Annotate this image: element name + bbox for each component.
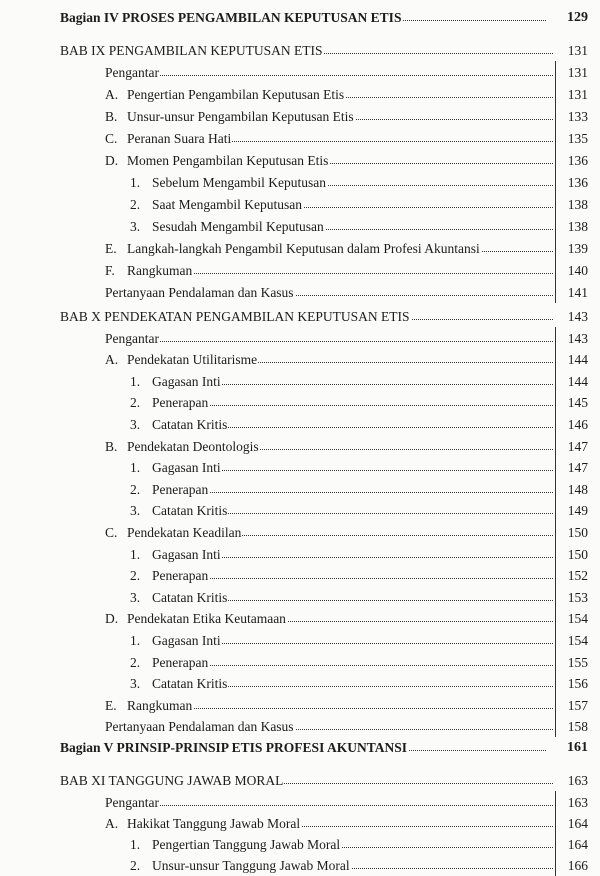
page-number: 161 xyxy=(567,740,588,755)
entry-title xyxy=(105,85,345,105)
entry-title xyxy=(130,856,351,876)
toc-entry xyxy=(0,63,600,83)
chapter-heading xyxy=(0,41,600,61)
page-number: 157 xyxy=(567,697,588,713)
entry-label: BAB IX PENGAMBILAN KEPUTUSAN ETIS xyxy=(60,43,323,58)
page-column-rule xyxy=(555,791,556,876)
entry-label: Langkah-langkah Pengambil Keputusan dalam Profesi Akuntansi xyxy=(127,241,480,256)
page-number: 131 xyxy=(567,65,588,80)
entry-title xyxy=(130,588,228,608)
entry-title xyxy=(130,566,209,586)
entry-title xyxy=(130,674,228,694)
page-number: 145 xyxy=(567,395,588,411)
entry-label: Rangkuman xyxy=(127,263,193,278)
page-number: 152 xyxy=(567,568,588,584)
entry-label: Pengantar xyxy=(105,794,159,810)
page-number: 158 xyxy=(567,719,588,735)
entry-label: BAB XI TANGGUNG JAWAB MORAL xyxy=(60,773,284,788)
toc-entry xyxy=(0,814,600,834)
entry-title xyxy=(130,195,303,215)
toc-entry xyxy=(0,674,600,694)
page-number: 131 xyxy=(567,87,588,102)
entry-title xyxy=(60,738,408,758)
page-number: 135 xyxy=(567,131,588,146)
entry-marker: 1. xyxy=(130,373,141,389)
entry-label: Catatan Kritis xyxy=(152,503,228,519)
entry-label: Gagasan Inti xyxy=(152,632,221,648)
entry-label: Bagian V PRINSIP-PRINSIP ETIS PROFESI AKUNTANSI xyxy=(60,740,407,755)
entry-marker: B. xyxy=(105,438,118,454)
part-heading xyxy=(0,8,600,28)
page-number: 133 xyxy=(567,109,588,124)
leader-dots xyxy=(109,74,553,76)
entry-title xyxy=(105,283,295,303)
toc-entry xyxy=(0,523,600,543)
toc-entry xyxy=(0,631,600,651)
entry-marker: E. xyxy=(105,241,117,256)
toc-entry xyxy=(0,856,600,876)
page-number: 150 xyxy=(567,524,588,540)
entry-label: Pertanyaan Pendalaman dan Kasus xyxy=(105,719,294,735)
toc-entry xyxy=(0,588,600,608)
page-number: 153 xyxy=(567,589,588,605)
page-number: 136 xyxy=(567,153,588,168)
page-number: 139 xyxy=(567,241,588,256)
toc-entry xyxy=(0,437,600,457)
entry-marker: D. xyxy=(105,611,119,627)
page-number: 154 xyxy=(567,632,588,648)
entry-title xyxy=(105,793,160,813)
entry-title xyxy=(60,307,411,327)
page-number: 129 xyxy=(567,10,588,25)
page-number: 164 xyxy=(567,815,588,831)
toc-entry xyxy=(0,283,600,303)
page-number: 143 xyxy=(567,309,588,324)
entry-marker: 2. xyxy=(130,654,141,670)
toc-entry xyxy=(0,480,600,500)
toc-entry xyxy=(0,566,600,586)
entry-label: Catatan Kritis xyxy=(152,589,228,605)
page-number: 143 xyxy=(567,330,588,346)
page-number: 148 xyxy=(567,481,588,497)
entry-title xyxy=(130,501,228,521)
entry-label: Penerapan xyxy=(152,654,209,670)
page-number: 164 xyxy=(567,837,588,853)
toc-entry xyxy=(0,173,600,193)
entry-label: Sesudah Mengambil Keputusan xyxy=(152,219,324,234)
toc-entry xyxy=(0,696,600,716)
entry-title xyxy=(130,480,209,500)
toc-entry xyxy=(0,372,600,392)
entry-marker: E. xyxy=(105,697,117,713)
entry-title xyxy=(130,173,327,193)
entry-label: Gagasan Inti xyxy=(152,460,221,476)
page-number: 146 xyxy=(567,416,588,432)
page-column-rule xyxy=(555,61,556,303)
entry-marker: A. xyxy=(105,87,119,102)
page-number: 149 xyxy=(567,503,588,519)
entry-marker: 1. xyxy=(130,632,141,648)
entry-title xyxy=(130,393,209,413)
entry-marker: 1. xyxy=(130,460,141,476)
page-number: 147 xyxy=(567,438,588,454)
entry-marker: 2. xyxy=(130,197,141,212)
entry-label: Pendekatan Deontologis xyxy=(127,438,259,454)
toc-entry xyxy=(0,415,600,435)
entry-marker: 1. xyxy=(130,175,141,190)
toc-entry xyxy=(0,217,600,237)
entry-label: Pertanyaan Pendalaman dan Kasus xyxy=(105,285,294,300)
entry-label: Momen Pengambilan Keputusan Etis xyxy=(127,153,329,168)
entry-title xyxy=(130,631,222,651)
entry-label: Sebelum Mengambil Keputusan xyxy=(152,175,326,190)
entry-label: Gagasan Inti xyxy=(152,546,221,562)
entry-marker: A. xyxy=(105,815,119,831)
entry-title xyxy=(130,835,341,855)
entry-title xyxy=(130,415,228,435)
entry-title xyxy=(105,329,160,349)
entry-title xyxy=(105,63,160,83)
part-heading xyxy=(0,738,600,758)
entry-title xyxy=(105,151,329,171)
entry-title xyxy=(130,217,325,237)
page-column-rule xyxy=(555,327,556,737)
entry-marker: 2. xyxy=(130,858,141,874)
entry-title xyxy=(105,107,355,127)
entry-title xyxy=(105,523,242,543)
toc-entry xyxy=(0,717,600,737)
entry-label: Catatan Kritis xyxy=(152,676,228,692)
page-number: 144 xyxy=(567,352,588,368)
entry-label: Bagian IV PROSES PENGAMBILAN KEPUTUSAN ETIS xyxy=(60,10,402,25)
entry-marker: 1. xyxy=(130,837,141,853)
entry-marker: 3. xyxy=(130,416,141,432)
entry-marker: C. xyxy=(105,524,118,540)
entry-label: BAB X PENDEKATAN PENGAMBILAN KEPUTUSAN ETIS xyxy=(60,309,410,324)
leader-dots xyxy=(109,804,553,806)
entry-label: Rangkuman xyxy=(127,697,193,713)
page-number: 155 xyxy=(567,654,588,670)
entry-title xyxy=(130,372,222,392)
entry-title xyxy=(130,458,222,478)
entry-title xyxy=(105,609,287,629)
entry-title xyxy=(130,653,209,673)
entry-marker: 2. xyxy=(130,481,141,497)
page-number: 144 xyxy=(567,373,588,389)
page-number: 163 xyxy=(567,794,588,810)
page-number: 138 xyxy=(567,197,588,212)
toc-entry xyxy=(0,261,600,281)
entry-title xyxy=(105,350,258,370)
page-number: 136 xyxy=(567,175,588,190)
entry-title xyxy=(105,814,301,834)
entry-label: Penerapan xyxy=(152,568,209,584)
entry-label: Pengertian Pengambilan Keputusan Etis xyxy=(127,87,345,102)
entry-label: Pendekatan Etika Keutamaan xyxy=(127,611,286,627)
toc-entry xyxy=(0,107,600,127)
entry-marker: 3. xyxy=(130,676,141,692)
toc-entry xyxy=(0,85,600,105)
leader-dots xyxy=(109,340,553,342)
entry-label: Pengertian Tanggung Jawab Moral xyxy=(152,837,341,853)
toc-entry xyxy=(0,195,600,215)
page-number: 156 xyxy=(567,676,588,692)
page-number: 166 xyxy=(567,858,588,874)
entry-label: Catatan Kritis xyxy=(152,416,228,432)
entry-label: Saat Mengambil Keputusan xyxy=(152,197,302,212)
page-number: 131 xyxy=(567,43,588,58)
entry-marker: 3. xyxy=(130,219,141,234)
page-number: 150 xyxy=(567,546,588,562)
entry-marker: 3. xyxy=(130,589,141,605)
entry-label: Penerapan xyxy=(152,481,209,497)
entry-label: Gagasan Inti xyxy=(152,373,221,389)
toc-entry xyxy=(0,239,600,259)
entry-label: Unsur-unsur Pengambilan Keputusan Etis xyxy=(127,109,354,124)
entry-label: Pendekatan Utilitarisme xyxy=(127,352,258,368)
entry-title xyxy=(105,437,260,457)
entry-title xyxy=(105,717,295,737)
chapter-heading xyxy=(0,771,600,791)
entry-marker: 2. xyxy=(130,568,141,584)
entry-title xyxy=(105,696,193,716)
toc-entry xyxy=(0,793,600,813)
entry-title xyxy=(105,129,232,149)
toc-entry xyxy=(0,501,600,521)
entry-title xyxy=(130,545,222,565)
entry-marker: F. xyxy=(105,263,115,278)
page-number: 154 xyxy=(567,611,588,627)
page-number: 163 xyxy=(567,773,588,788)
toc-entry xyxy=(0,129,600,149)
entry-marker: 2. xyxy=(130,395,141,411)
entry-label: Penerapan xyxy=(152,395,209,411)
toc-entry xyxy=(0,393,600,413)
entry-title xyxy=(105,261,193,281)
entry-label: Peranan Suara Hati xyxy=(127,131,232,146)
entry-label: Hakikat Tanggung Jawab Moral xyxy=(127,815,301,831)
entry-title xyxy=(60,8,402,28)
entry-marker: C. xyxy=(105,131,118,146)
page-number: 138 xyxy=(567,219,588,234)
toc-entry xyxy=(0,458,600,478)
entry-marker: D. xyxy=(105,153,119,168)
page-number: 141 xyxy=(567,285,588,300)
toc-entry xyxy=(0,350,600,370)
toc-entry xyxy=(0,609,600,629)
toc-entry xyxy=(0,653,600,673)
entry-label: Pengantar xyxy=(105,330,159,346)
page-number: 140 xyxy=(567,263,588,278)
toc-entry xyxy=(0,835,600,855)
entry-title xyxy=(60,771,284,791)
toc-entry xyxy=(0,545,600,565)
toc-entry xyxy=(0,151,600,171)
entry-marker: A. xyxy=(105,352,119,368)
entry-label: Pengantar xyxy=(105,65,159,80)
entry-label: Unsur-unsur Tanggung Jawab Moral xyxy=(152,858,350,874)
entry-label: Pendekatan Keadilan xyxy=(127,524,242,540)
page-number: 147 xyxy=(567,460,588,476)
toc-entry xyxy=(0,329,600,349)
entry-title xyxy=(60,41,324,61)
chapter-heading xyxy=(0,307,600,327)
entry-title xyxy=(105,239,481,259)
entry-marker: 3. xyxy=(130,503,141,519)
entry-marker: B. xyxy=(105,109,118,124)
entry-marker: 1. xyxy=(130,546,141,562)
